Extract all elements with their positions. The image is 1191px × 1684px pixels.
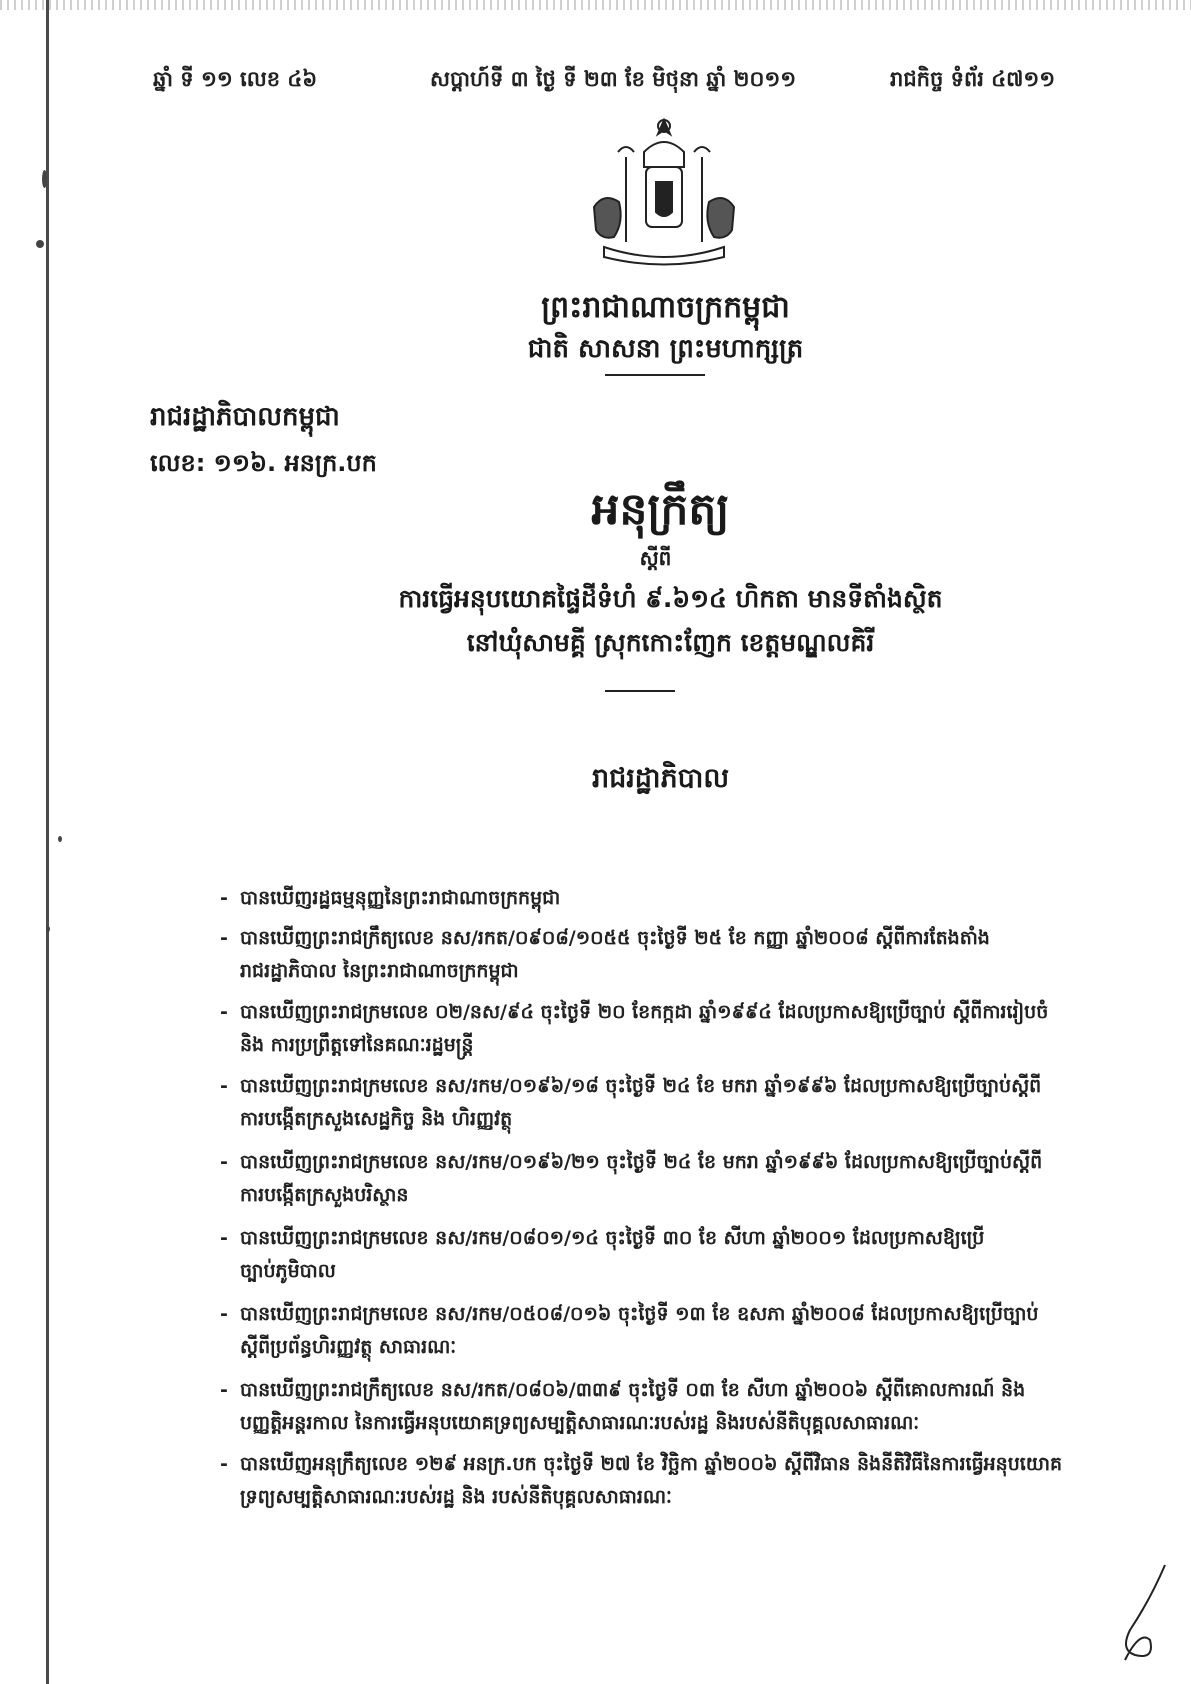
list-item-line: បានឃើញព្រះរាជក្រមលេខ ០២/នស/៩៤ ចុះថ្ងៃទី ២០ ខែកក្កដា ឆ្នាំ១៩៩៤ ដែលប្រកាសឱ្យប្រើច្បាប់ ស្តីពីការរៀបចំ <box>240 1001 1049 1023</box>
list-item-line: ការបង្កើតក្រសួងបរិស្ថាន <box>240 1184 409 1206</box>
title-divider <box>605 690 675 692</box>
scan-speck <box>46 926 50 932</box>
scan-noise <box>0 0 1191 10</box>
list-item <box>220 996 1100 1062</box>
list-item-line: បានឃើញព្រះរាជក្រមលេខ នស/រកម/០៨០១/១៤ ចុះថ្ងៃទី ៣០ ខែ សីហា ឆ្នាំ២០០១ ដែលប្រកាសឱ្យប្រើ <box>240 1227 985 1249</box>
bullet-dash: - <box>220 1151 228 1173</box>
list-item-line: បានឃើញព្រះរាជក្រឹត្យលេខ នស/រកត/០៩០៨/១០៥៥ ចុះថ្ងៃទី ២៥ ខែ កញ្ញា ឆ្នាំ២០០៨ ស្តីពីការតែងតាំង <box>240 927 990 949</box>
list-item <box>220 1298 1100 1364</box>
bullet-dash: - <box>220 887 228 909</box>
bullet-dash: - <box>220 1001 228 1023</box>
document-title-line1: ការធ្វើអនុបយោគផ្ទៃដីទំហំ ៩.៦១៤ ហិកតា មានទីតាំងស្ថិត <box>398 584 943 613</box>
bullet-dash: - <box>220 927 228 949</box>
list-item-line: បានឃើញព្រះរាជក្រមលេខ នស/រកម/០១៩៦/២១ ចុះថ្ងៃទី ២៤ ខែ មករា ឆ្នាំ១៩៩៦ ដែលប្រកាសឱ្យប្រើច្បាប់ស្តីពី <box>240 1151 1043 1173</box>
list-item-line: បានឃើញព្រះរាជក្រមលេខ នស/រកម/០១៩៦/១៨ ចុះថ្ងៃទី ២៤ ខែ មករា ឆ្នាំ១៩៩៦ ដែលប្រកាសឱ្យប្រើច្បាប់ស្តីពី <box>240 1075 1042 1097</box>
bullet-dash: - <box>220 1453 228 1475</box>
list-item <box>220 922 1100 988</box>
list-item-line: និង ការប្រព្រឹត្តទៅនៃគណៈរដ្ឋមន្ត្រី <box>240 1034 474 1056</box>
list-item-line: បានឃើញព្រះរាជក្រមលេខ នស/រកម/០៥០៨/០១៦ ចុះថ្ងៃទី ១៣ ខែ ឧសភា ឆ្នាំ២០០៨ ដែលប្រកាសឱ្យប្រើច្បាប់ <box>240 1303 1039 1325</box>
list-item <box>220 1222 1100 1288</box>
binding-margin-line <box>46 0 49 1684</box>
list-item <box>220 1448 1100 1514</box>
list-item-line: បានឃើញរដ្ឋធម្មនុញ្ញនៃព្រះរាជាណាចក្រកម្ពុជា <box>240 887 561 909</box>
list-item <box>220 1070 1100 1136</box>
list-item-line: បានឃើញព្រះរាជក្រឹត្យលេខ នស/រកត/០៨០៦/៣៣៩ ចុះថ្ងៃទី ០៣ ខែ សីហា ឆ្នាំ២០០៦ ស្តីពីគោលការណ៍ និង <box>240 1379 1026 1401</box>
bullet-dash: - <box>220 1227 228 1249</box>
initial-signature-icon <box>1110 1560 1180 1670</box>
list-item-line: ការបង្កើតក្រសួងសេដ្ឋកិច្ច និង ហិរញ្ញវត្ថុ <box>240 1108 513 1130</box>
document-number: លេខ: ១១៦. អនក្រ.បក <box>150 449 377 477</box>
about-label: ស្តីពី <box>639 546 672 570</box>
list-item-line: បានឃើញអនុក្រឹត្យលេខ ១២៩ អនក្រ.បក ចុះថ្ងៃទី ២៧ ខែ វិច្ឆិកា ឆ្នាំ២០០៦ ស្តីពីវិធាន និងនីតិវិធីនៃការធ្វើអនុបយោគ <box>240 1453 1063 1475</box>
bullet-dash: - <box>220 1075 228 1097</box>
royal-arms-emblem-icon <box>574 112 754 272</box>
kingdom-name: ព្រះរាជាណាចក្រកម្ពុជា <box>541 290 790 325</box>
government-heading: រាជរដ្ឋាភិបាល <box>591 763 730 794</box>
list-item-line: ទ្រព្យសម្បត្តិសាធារណៈរបស់រដ្ឋ និង របស់នីតិបុគ្គលសាធារណៈ <box>240 1486 672 1508</box>
gazette-page-number: រាជកិច្ច ទំព័រ ៤៧១១ <box>890 67 1056 91</box>
scan-speck <box>42 170 47 188</box>
document-type: អនុក្រឹត្យ <box>591 484 730 535</box>
list-item-line: ច្បាប់ភូមិបាល <box>240 1260 336 1282</box>
list-item <box>220 1374 1100 1440</box>
gazette-date: សប្តាហ៍ទី ៣ ថ្ងៃ ទី ២៣ ខែ មិថុនា ឆ្នាំ ២០១១ <box>430 67 797 91</box>
issuer-name: រាជរដ្ឋាភិបាលកម្ពុជា <box>150 402 340 432</box>
bullet-dash: - <box>220 1303 228 1325</box>
gazette-year-issue: ឆ្នាំ ទី ១១ លេខ ៤៦ <box>153 67 318 91</box>
scan-speck <box>58 836 62 842</box>
list-item <box>220 882 1100 915</box>
scan-speck <box>36 240 44 248</box>
list-item <box>220 1146 1100 1212</box>
list-item-line: រាជរដ្ឋាភិបាល នៃព្រះរាជាណាចក្រកម្ពុជា <box>240 960 519 982</box>
list-item-line: ស្តីពីប្រព័ន្ធហិរញ្ញវត្ថុ សាធារណៈ <box>240 1336 457 1358</box>
list-item-line: បញ្ញត្តិអន្តរកាល នៃការធ្វើអនុបយោគទ្រព្យសម្បត្តិសាធារណៈរបស់រដ្ឋ និងរបស់នីតិបុគ្គលសាធារណៈ <box>240 1412 920 1434</box>
document-title-line2: នៅឃុំសាមគ្គី ស្រុកកោះញែក ខេត្តមណ្ឌលគិរី <box>466 628 875 657</box>
bullet-dash: - <box>220 1379 228 1401</box>
national-motto: ជាតិ សាសនា ព្រះមហាក្សត្រ <box>527 334 804 364</box>
motto-divider <box>605 374 705 376</box>
